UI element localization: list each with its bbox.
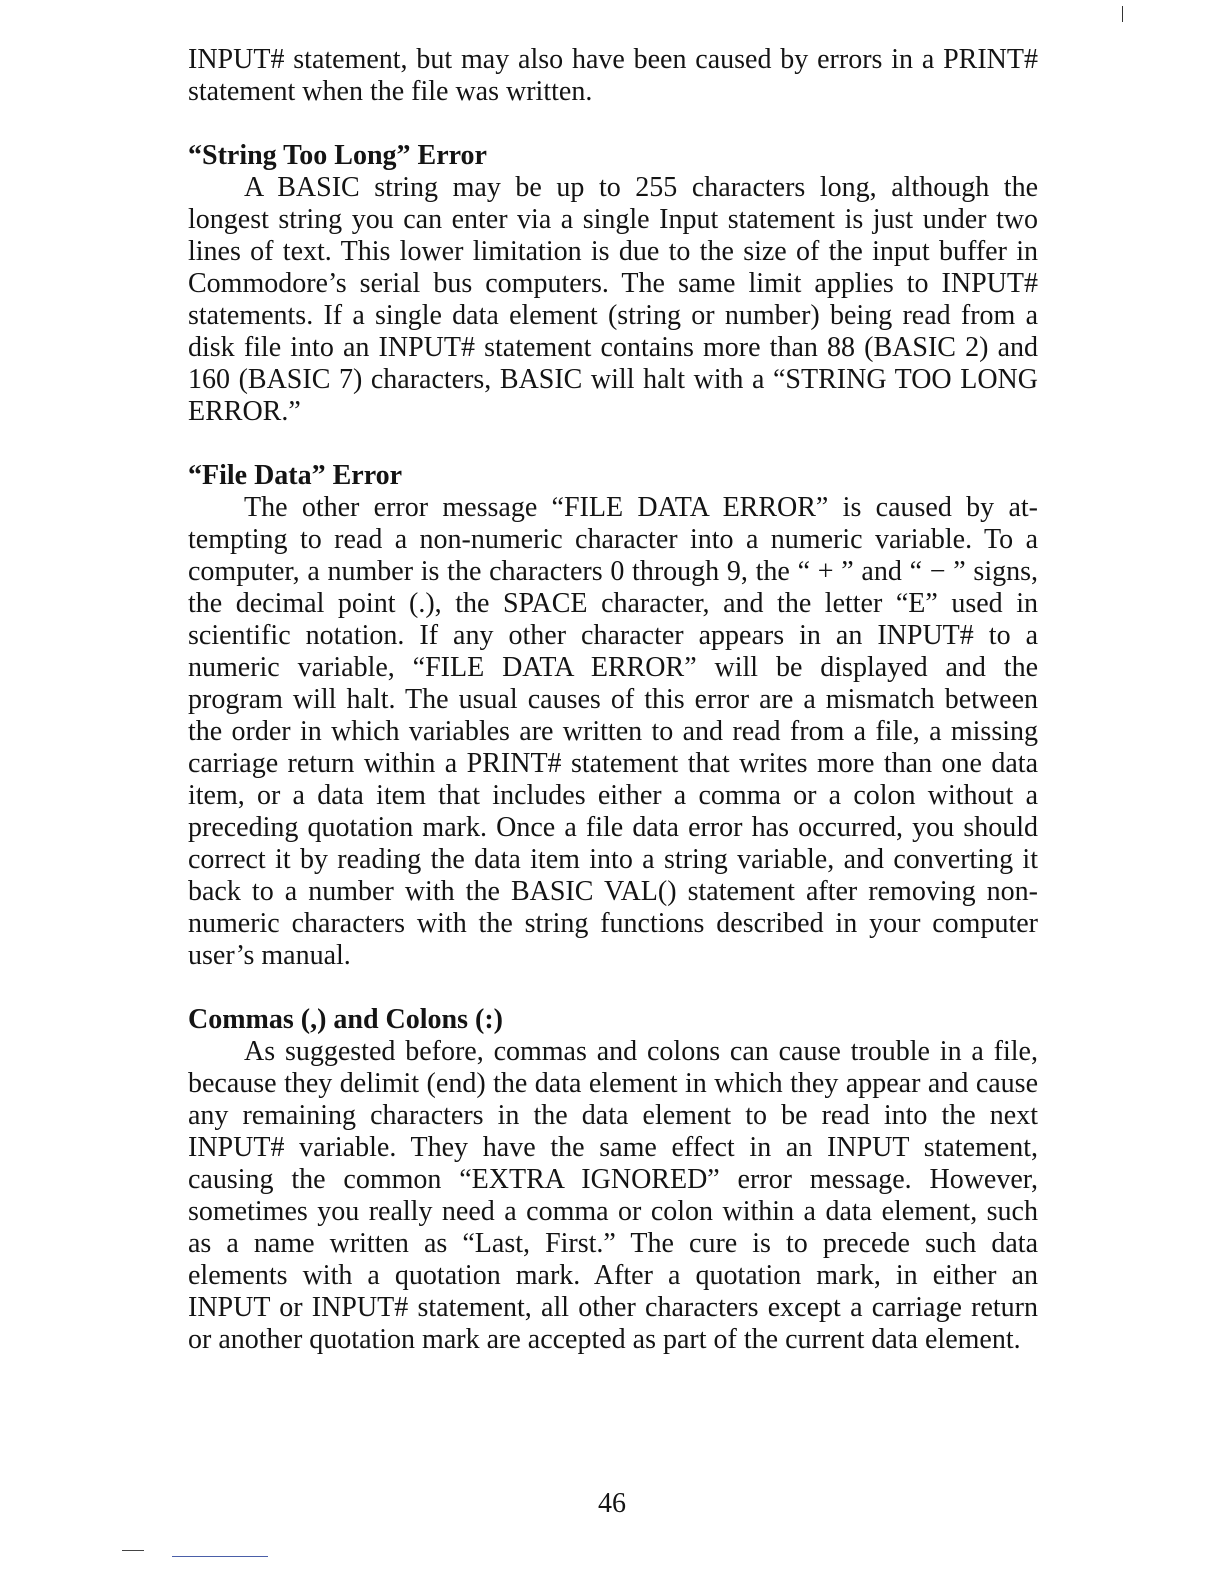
paragraph-commas-colons: As suggested before, commas and colons can cause trouble in a file, because they delimit (end) the data element in which they appear and cause any remaining characters in the data element to be read into the next INPUT# variable. They have the same effect in an INPUT statement, causing the common “EXTRA IGNORED” error message. However, sometimes you really need a comma or colon within a data element, such as a name written as “Last, First.” The cure is to precede such data elements with a quotation mark. After a quotation mark, in either an INPUT or INPUT# statement, all other characters except a carriage return or another quotation mark are accepted as part of the current data element. — [188, 1036, 1038, 1355]
page-number: 46 — [598, 1488, 626, 1519]
heading-file-data-error: “File Data” Error — [188, 460, 403, 491]
paragraph-file-data-error: The other error message “FILE DATA ERROR” is caused by attempting to read a non-numeric character into a numeric variable. To a computer, a number is the characters 0 through 9, the “ + ” and “ − ” signs, the decimal point (.), the SPACE character, and the letter “E” used in scientific notation. If any other character appears in an INPUT# to a numeric variable, “FILE DATA ERROR” will be displayed and the program will halt. The usual causes of this error are a mismatch between the order in which variables are written to and read from a file, a missing carriage return within a PRINT# statement that writes more than one data item, or a data item that includes either a comma or a colon without a preceding quotation mark. Once a file data error has occurred, you should correct it by reading the data item into a string variable, and converting it back to a number with the BASIC VAL() statement after removing non-numeric characters with the string functions described in your computer user’s manual. — [188, 492, 1038, 971]
scan-rule — [172, 1556, 268, 1557]
paragraph-string-too-long: A BASIC string may be up to 255 characters long, although the longest string you can enter via a single Input statement is just under two lines of text. This lower limitation is due to the size of the input buffer in Commodore’s serial bus computers. The same limit applies to INPUT# statements. If a single data element (string or number) being read from a disk file into an INPUT# statement contains more than 88 (BASIC 2) and 160 (BASIC 7) characters, BASIC will halt with a “STRING TOO LONG ERROR.” — [188, 172, 1038, 427]
heading-string-too-long: “String Too Long” Error — [188, 140, 487, 171]
intro-paragraph: INPUT# statement, but may also have been caused by errors in a PRINT# statement when the file was written. — [188, 44, 1038, 107]
heading-commas-colons: Commas (,) and Colons (:) — [188, 1004, 503, 1035]
page-content — [188, 44, 1038, 1356]
scan-mark — [1122, 6, 1123, 22]
scan-mark-bottom — [122, 1550, 144, 1551]
